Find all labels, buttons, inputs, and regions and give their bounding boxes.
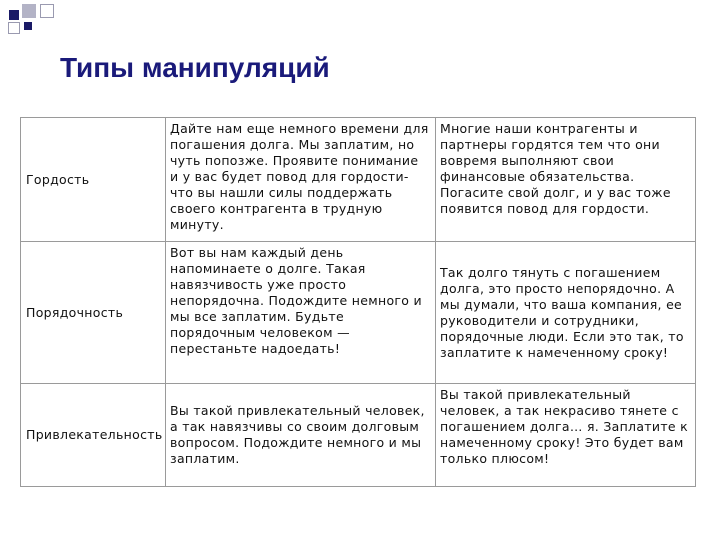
row-label: Привлекательность [21, 384, 166, 487]
slide-title: Типы манипуляций [60, 52, 330, 83]
manipulation-text: Вы такой привлекательный человек, а так навязчивы со своим долговым вопросом. Подождите немного и мы заплатим. [166, 384, 436, 487]
response-text: Вы такой привлекательный человек, а так некрасиво тянете с погашением долга… я. Заплатите к намеченному сроку! Это будет вам только плюсом! [436, 384, 696, 487]
manipulation-types-table [20, 117, 696, 487]
manipulation-text: Вот вы нам каждый день напоминаете о долге. Такая навязчивость уже просто непорядочна. Подождите немного и мы все заплатим. Будьте порядочным человеком — перестаньте надоедать! [166, 242, 436, 384]
row-label: Гордость [21, 118, 166, 242]
response-text: Так долго тянуть с погашением долга, это просто непорядочно. А мы думали, что ваша компания, ее руководители и сотрудники, порядочные люди. Если это так, то заплатите к намеченному сроку! [436, 242, 696, 384]
manipulation-text: Дайте нам еще немного времени для погашения долга. Мы заплатим, но чуть попозже. Проявите понимание и у вас будет повод для гордости- что вы нашли силы поддержать своего контрагента в трудную минуту. [166, 118, 436, 242]
corner-square-navy [9, 10, 19, 20]
corner-square-outline-small [8, 22, 20, 34]
corner-square-grey [22, 4, 36, 18]
corner-square-outline [40, 4, 54, 18]
corner-square-navy-small [24, 22, 32, 30]
table-row [21, 384, 696, 487]
table-row [21, 242, 696, 384]
table-row [21, 118, 696, 242]
response-text: Многие наши контрагенты и партнеры гордятся тем что они вовремя выполняют свои финансовые обязательства. Погасите свой долг, и у вас тоже появится повод для гордости. [436, 118, 696, 242]
row-label: Порядочность [21, 242, 166, 384]
